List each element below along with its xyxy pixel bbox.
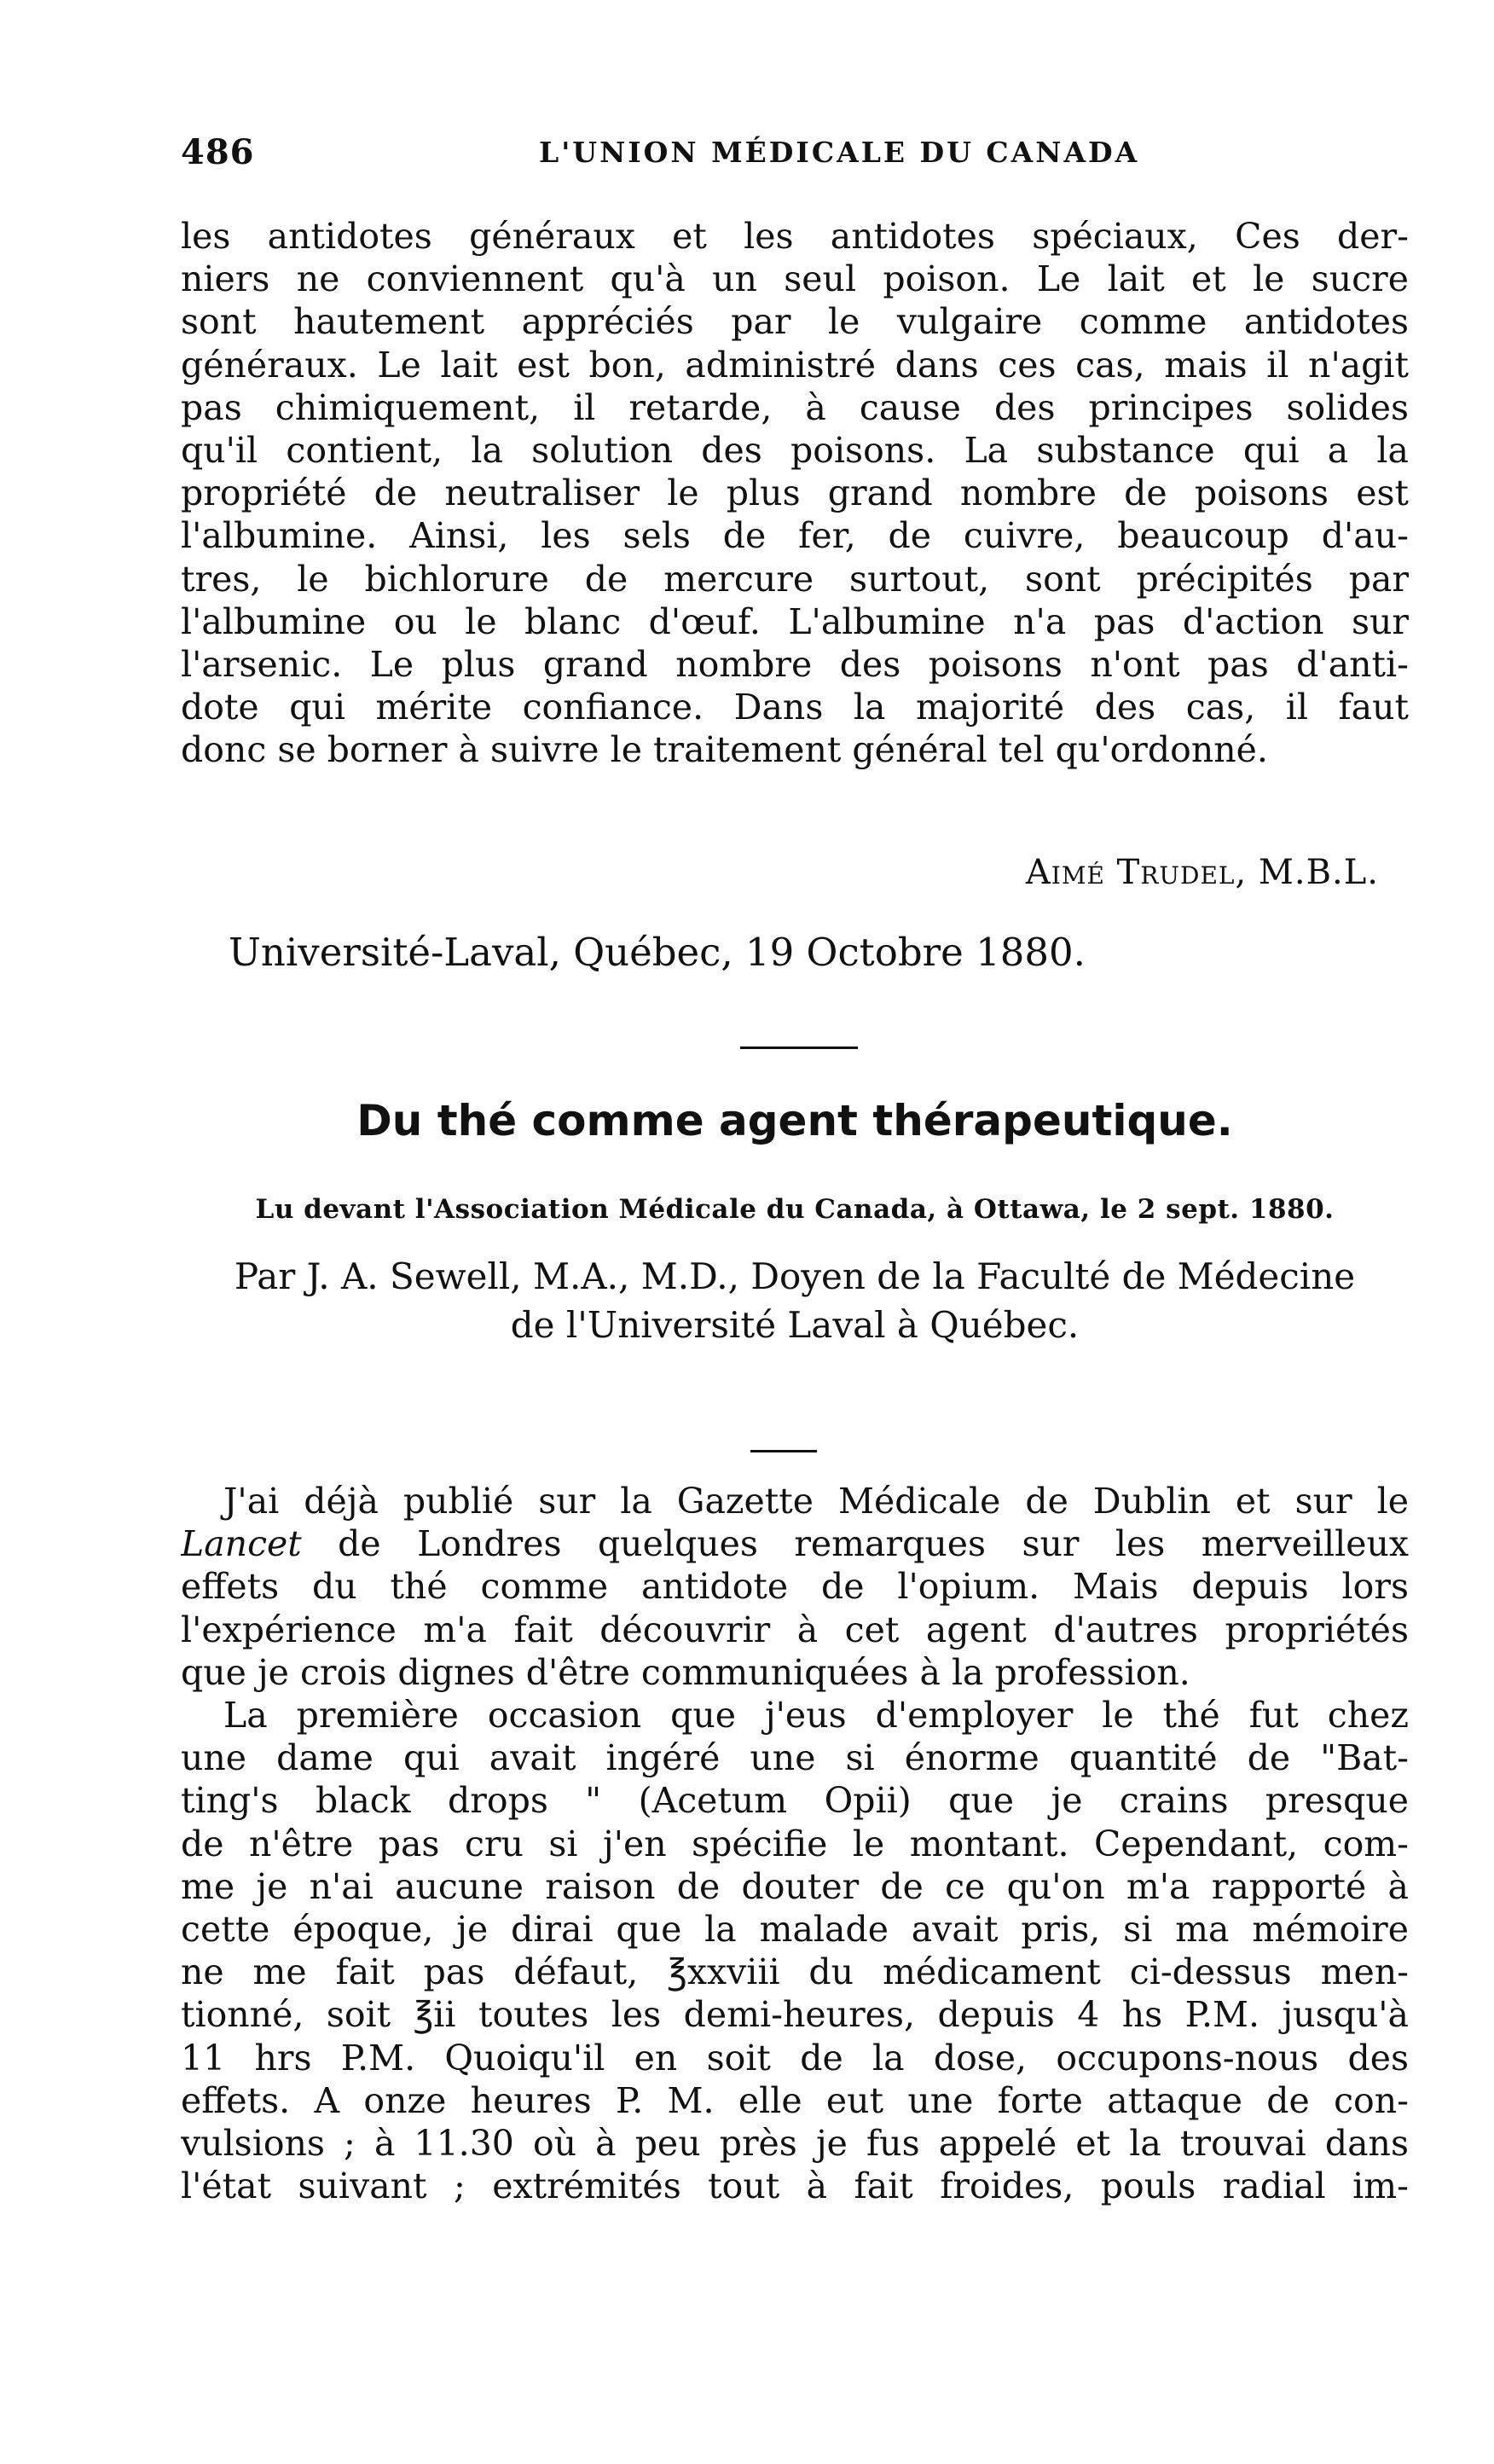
text-line: l'albumine ou le blanc d'œuf. L'albumine n'a pas d'action sur <box>181 600 1409 642</box>
running-head <box>181 132 1409 183</box>
article-body <box>181 1480 1409 2207</box>
author-signature: Aimé Trudel, M.B.L. <box>1025 853 1379 892</box>
journal-name-italic: Lancet <box>181 1523 302 1565</box>
text-line <box>181 1522 1409 1565</box>
text-line: l'expérience m'a fait découvrir à cet agent d'autres propriétés <box>181 1609 1409 1650</box>
text-line: J'ai déjà publié sur la Gazette Médicale de Dublin et sur le <box>223 1481 1409 1522</box>
text-line: généraux. Le lait est bon, administré dans ces cas, mais il n'agit <box>181 344 1409 386</box>
short-divider <box>750 1450 817 1452</box>
article-subtitle: Lu devant l'Association Médicale du Canada, à Ottawa, le 2 sept. 1880. <box>255 1194 1335 1225</box>
text-line: niers ne conviennent qu'à un seul poison. Le lait et le sucre <box>181 258 1409 300</box>
text-line: l'état suivant ; extrémités tout à fait froides, pouls radial im- <box>181 2165 1409 2207</box>
text-line: sont hautement appréciés par le vulgaire comme antidotes <box>181 301 1409 343</box>
text-line: pas chimiquement, il retarde, à cause des principes solides <box>181 386 1409 428</box>
journal-title: L'UNION MÉDICALE DU CANADA <box>539 136 1140 169</box>
text-line: cette époque, je dirai que la malade avait pris, si ma mémoire <box>181 1909 1409 1951</box>
text-line: les antidotes généraux et les antidotes spéciaux, Ces der- <box>181 216 1409 257</box>
text-line: propriété de neutraliser le plus grand nombre de poisons est <box>181 473 1409 514</box>
article-byline <box>181 1252 1409 1349</box>
text-line: une dame qui avait ingéré une si énorme quantité de "Bat- <box>181 1737 1409 1779</box>
dateline: Université-Laval, Québec, 19 Octobre 1880. <box>229 930 1086 975</box>
article-title: Du thé comme agent thérapeutique. <box>356 1096 1233 1145</box>
section-divider <box>740 1046 858 1049</box>
text-line: effets du thé comme antidote de l'opium. Mais depuis lors <box>181 1566 1409 1608</box>
text-segment: de Londres quelques remarques sur les merveilleux <box>301 1523 1409 1565</box>
page-number: 486 <box>181 132 255 172</box>
text-line: tres, le bichlorure de mercure surtout, sont précipités par <box>181 558 1409 600</box>
text-line: dote qui mérite confiance. Dans la majorité des cas, il faut <box>181 687 1409 728</box>
text-line: ne me fait pas défaut, ℥xxviii du médicament ci-dessus men- <box>181 1951 1409 1993</box>
byline-line: de l'Université Laval à Québec. <box>510 1304 1080 1346</box>
text-line: vulsions ; à 11.30 où à peu près je fus appelé et la trouvai dans <box>181 2123 1409 2165</box>
text-line: 11 hrs P.M. Quoiqu'il en soit de la dose, occupons-nous des <box>181 2037 1409 2078</box>
text-line: La première occasion que j'eus d'employer le thé fut chez <box>223 1695 1409 1736</box>
text-line: ting's black drops " (Acetum Opii) que je crains presque <box>181 1780 1409 1822</box>
text-line: effets. A onze heures P. M. elle eut une forte attaque de con- <box>181 2079 1409 2121</box>
text-line: l'albumine. Ainsi, les sels de fer, de cuivre, beaucoup d'au- <box>181 515 1409 557</box>
text-line: qu'il contient, la solution des poisons. La substance qui a la <box>181 430 1409 472</box>
text-line: de n'être pas cru si j'en spécifie le montant. Cependant, com- <box>181 1823 1409 1864</box>
text-line: l'arsenic. Le plus grand nombre des poisons n'ont pas d'anti- <box>181 644 1409 686</box>
byline-line: Par J. A. Sewell, M.A., M.D., Doyen de la Faculté de Médecine <box>234 1255 1356 1297</box>
previous-article-text <box>181 215 1409 772</box>
text-line: que je crois dignes d'être communiquées à la profession. <box>181 1651 1190 1693</box>
text-line: me je n'ai aucune raison de douter de ce qu'on m'a rapporté à <box>181 1865 1409 1907</box>
text-line: donc se borner à suivre le traitement général tel qu'ordonné. <box>181 729 1268 771</box>
text-line: tionné, soit ℥ii toutes les demi-heures, depuis 4 hs P.M. jusqu'à <box>181 1994 1409 2036</box>
